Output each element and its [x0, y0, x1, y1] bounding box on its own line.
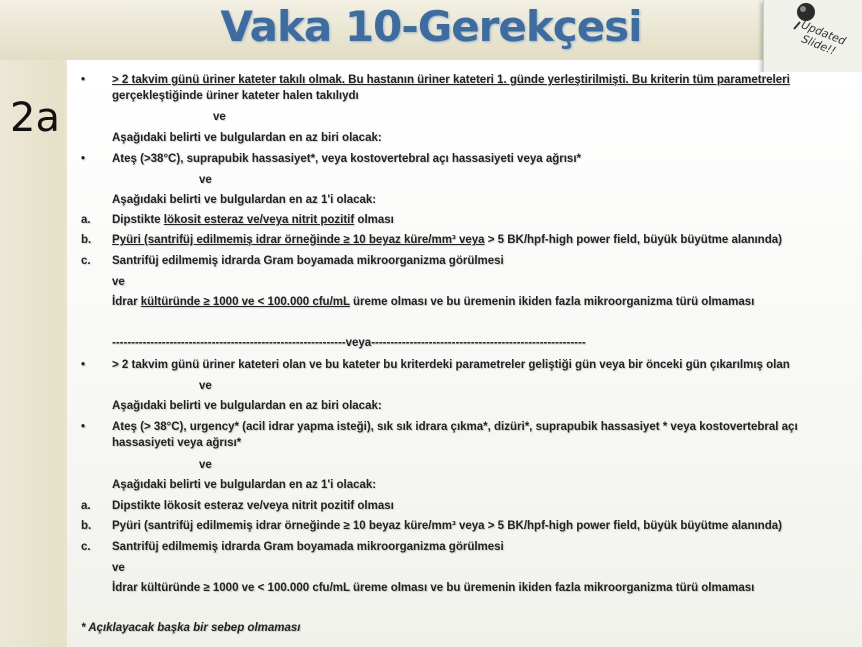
criterion-1-line1: > 2 takvim günü üriner kateter takılı olmak. Bu hastanın üriner kateteri 1. günde yerleştirilmişti. Bu kriterin tüm parametreleri	[112, 74, 790, 86]
symptom-text: Ateş (>38°C), suprapubik hassasiyet*, veya kostovertebral açı hassasiyeti veya ağrısı*	[112, 153, 581, 165]
item-a-link: lökosit esteraz ve/veya nitrit pozitif	[163, 214, 355, 226]
sticky-note-text: Updated Slide!!	[799, 18, 848, 58]
title-band	[0, 0, 862, 60]
test-heading: Aşağıdaki belirti ve bulgulardan en az 1'i olacak:	[112, 194, 377, 206]
item-b-text: Pyüri (santrifüj edilmemiş idrar örneğinde ≥ 10 beyaz küre/mm³ veya > 5 BK/hpf-high power field, büyük büyütme alanında)	[112, 520, 782, 532]
item-marker: a.	[81, 214, 91, 226]
updated-slide-sticky-note	[763, 0, 862, 73]
culture-post: üreme olması ve bu üremenin ikiden fazla mikroorganizma türü olmaması	[349, 296, 755, 308]
item-c-text: Santrifüj edilmemiş idrarda Gram boyamada mikroorganizma görülmesi	[112, 541, 504, 553]
culture-row: İdrar kültüründe ≥ 1000 ve < 100.000 cfu/mL üreme olması ve bu üremenin ikiden fazla mikroorganizma türü olmaması	[112, 582, 755, 594]
and-connector: ve	[213, 111, 226, 123]
symptom-heading: Aşağıdaki belirti ve bulgulardan en az biri olacak:	[112, 132, 382, 144]
bullet-marker: •	[81, 74, 86, 86]
footnote: * Açıklayacak başka bir sebep olmaması	[81, 622, 301, 634]
bullet-marker: •	[81, 153, 86, 165]
item-marker: a.	[81, 500, 91, 512]
and-connector: ve	[112, 276, 125, 288]
criterion-2-line1: > 2 takvim günü üriner kateteri olan ve bu kateter bu kriterdeki parametreler geliştiği gün veya bir önceki gün çıkarılmış olan	[112, 359, 790, 371]
symptom-text-cont: hassasiyeti veya ağrısı*	[112, 437, 242, 449]
symptom-text: Ateş (> 38°C), urgency* (acil idrar yapma isteği), sık sık idrara çıkma*, dizüri*, suprapubik hassasiyet * veya kostovertebral açı	[112, 421, 798, 433]
and-connector: ve	[199, 380, 212, 392]
item-b-post: > 5 BK/hpf-high power field, büyük büyütme alanında)	[484, 234, 782, 246]
item-b-link: Pyüri (santrifüj edilmemiş idrar örneğinde ≥ 10 beyaz küre/mm³ veya	[112, 234, 485, 246]
bullet-marker: •	[81, 359, 86, 371]
item-c-text: Santrifüj edilmemiş idrarda Gram boyamada mikroorganizma görülmesi	[112, 255, 504, 267]
item-a-pre: Dipstikte	[112, 214, 164, 226]
culture-row	[112, 294, 754, 310]
test-heading: Aşağıdaki belirti ve bulgulardan en az 1'i olacak:	[112, 479, 377, 491]
item-marker: c.	[81, 255, 91, 267]
item-marker: b.	[81, 234, 92, 246]
criterion-1-line2: gerçekleştiğinde üriner kateter halen takılıydı	[112, 90, 359, 102]
culture-pre: İdrar	[112, 296, 141, 308]
item-a-text: Dipstikte lökosit esteraz ve/veya nitrit pozitif olması	[112, 500, 394, 512]
and-connector: ve	[199, 174, 212, 186]
item-a-post: olması	[354, 214, 394, 226]
slide-title: Vaka 10-Gerekçesi	[220, 2, 642, 51]
slide-content	[67, 72, 862, 647]
section-label: 2a	[10, 95, 60, 141]
item-marker: c.	[81, 541, 91, 553]
bullet-marker: •	[81, 421, 86, 433]
and-connector: ve	[112, 562, 125, 574]
culture-link: kültüründe ≥ 1000 ve < 100.000 cfu/mL	[140, 296, 350, 308]
left-sidebar	[0, 60, 65, 647]
symptom-heading: Aşağıdaki belirti ve bulgulardan en az biri olacak:	[112, 400, 382, 412]
and-connector: ve	[199, 459, 212, 471]
item-marker: b.	[81, 520, 92, 532]
or-separator: -------------------------------------------------------------veya--------------------------------------------------------	[112, 337, 586, 349]
